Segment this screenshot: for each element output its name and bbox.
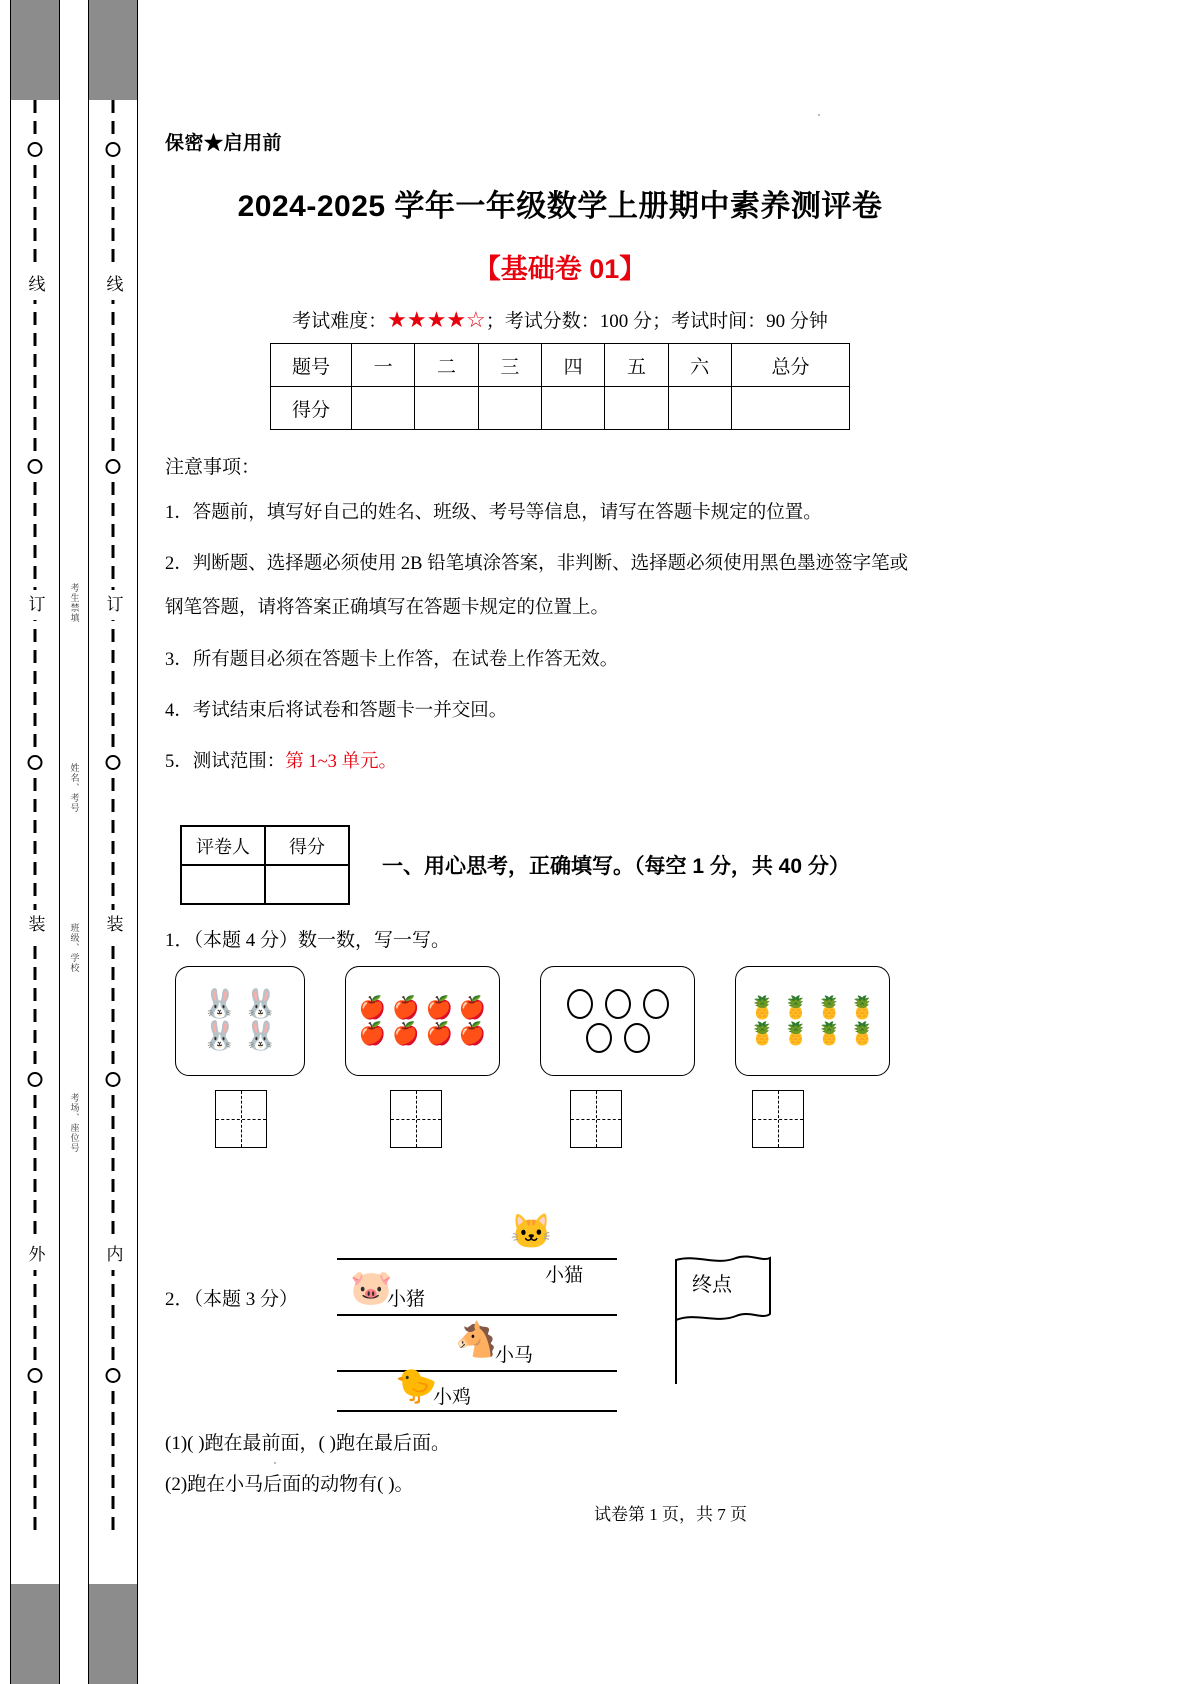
chick-icon: 🐤 — [395, 1368, 438, 1406]
notice-item-5 — [165, 745, 955, 779]
score-label: ；考试分数： — [485, 311, 600, 332]
apple-row-1 — [359, 997, 487, 1019]
circle-icon — [586, 1023, 612, 1053]
margin-label-inner-3: 内 — [100, 1240, 127, 1270]
page-speck — [818, 114, 820, 116]
question-2-sub-1: (1)( )跑在最前面，( )跑在最后面。 — [165, 1433, 450, 1455]
question-2-sub-2: (2)跑在小马后面的动物有( )。 — [165, 1474, 414, 1496]
grader-value[interactable] — [181, 865, 265, 904]
exam-meta-line — [165, 306, 955, 333]
margin-note-2: 班级、学校 — [69, 920, 82, 976]
pineapple-icon: 🍍 — [748, 995, 777, 1021]
score-cell-5[interactable] — [668, 387, 731, 430]
score-table-col-5: 六 — [668, 344, 731, 387]
rabbit-icon: 🐰 — [243, 1021, 278, 1053]
page-speck — [274, 1462, 276, 1464]
circle-icon — [643, 989, 669, 1019]
score-cell-6[interactable] — [731, 387, 849, 430]
finish-flag — [670, 1252, 780, 1392]
racer-horse — [455, 1324, 497, 1358]
racer-cat — [510, 1216, 552, 1250]
grey-band-top-outer — [11, 0, 59, 100]
count-box-circles — [540, 966, 695, 1076]
score-cell-1[interactable] — [415, 387, 478, 430]
pineapple-row-1 — [749, 997, 877, 1019]
racer-chick — [395, 1370, 437, 1404]
score-cell-4[interactable] — [605, 387, 668, 430]
circle-icon — [567, 989, 593, 1019]
answer-grid-box-1[interactable] — [390, 1090, 442, 1148]
cat-icon: 🐱 — [510, 1214, 553, 1252]
score-table-row-label-1: 题号 — [271, 344, 352, 387]
pineapple-icon: 🍍 — [848, 995, 877, 1021]
racer-pig — [350, 1272, 392, 1306]
pineapple-icon: 🍍 — [848, 1021, 877, 1047]
pineapple-row-2 — [749, 1023, 877, 1045]
dashed-fold-line-outer — [34, 100, 37, 1584]
section-one-title: 一、用心思考，正确填写。（每空 1 分，共 40 分） — [382, 855, 850, 879]
grader-label: 评卷人 — [181, 826, 265, 865]
pineapple-icon: 🍍 — [782, 995, 810, 1021]
pineapple-icon: 🍍 — [782, 1021, 810, 1047]
question-1-answer-boxes — [165, 1090, 955, 1148]
margin-note-0: 考生禁填 — [69, 580, 82, 626]
score-table-col-1: 二 — [415, 344, 478, 387]
table-row-values — [271, 387, 850, 430]
apple-icon: 🍎 — [392, 995, 420, 1021]
binding-margin-inner — [88, 0, 138, 1684]
grader-score-value[interactable] — [265, 865, 349, 904]
margin-note-1: 姓名、考号 — [69, 760, 82, 816]
section-one-row — [165, 825, 955, 905]
margin-label-outer-3: 外 — [22, 1240, 49, 1270]
rabbit-icon: 🐰 — [243, 989, 278, 1021]
question-1-picture-groups — [165, 966, 955, 1076]
page-content — [165, 0, 955, 1496]
question-2-diagram — [165, 1174, 955, 1414]
score-value: 100 分 — [599, 311, 653, 332]
race-track-lane-4 — [337, 1410, 617, 1412]
answer-grid-box-2[interactable] — [570, 1090, 622, 1148]
margin-label-outer-0: 线 — [22, 270, 49, 300]
difficulty-label: 考试难度： — [292, 311, 388, 332]
racer-cat-label: 小猫 — [545, 1265, 584, 1287]
score-cell-0[interactable] — [352, 387, 415, 430]
rabbit-icon: 🐰 — [202, 1021, 237, 1053]
grey-band-bottom-outer — [11, 1584, 59, 1684]
finish-flag-label: 终点 — [692, 1274, 732, 1297]
circle-row-2 — [586, 1023, 650, 1053]
race-track-lane-2 — [337, 1314, 617, 1316]
secret-label: 保密★启用前 — [165, 133, 283, 154]
table-row-header — [271, 344, 850, 387]
answer-grid-box-0[interactable] — [215, 1090, 267, 1148]
horse-icon: 🐴 — [455, 1322, 498, 1360]
apple-icon: 🍎 — [425, 1021, 453, 1047]
margin-label-outer-2: 装 — [22, 910, 49, 940]
grader-box — [180, 825, 350, 905]
apple-icon: 🍎 — [358, 1021, 387, 1047]
question-2-text: 2．（本题 3 分） — [165, 1289, 299, 1311]
notice-item-2: 2．判断题、选择题必须使用 2B 铅笔填涂答案，非判断、选择题必须使用黑色墨迹签字笔或 — [165, 554, 909, 575]
notice-item-4: 4．考试结束后将试卷和答题卡一并交回。 — [165, 700, 508, 721]
margin-notes-strip — [62, 0, 88, 1684]
dashed-fold-line-inner — [112, 100, 115, 1584]
count-box-apples — [345, 966, 500, 1076]
score-table-col-0: 一 — [352, 344, 415, 387]
pineapple-icon: 🍍 — [815, 1021, 843, 1047]
apple-icon: 🍎 — [392, 1021, 420, 1047]
notice-item-3: 3．所有题目必须在答题卡上作答，在试卷上作答无效。 — [165, 649, 619, 670]
racer-horse-label: 小马 — [495, 1345, 534, 1367]
racer-pig-label: 小猪 — [387, 1289, 426, 1311]
margin-note-3: 考场、座位号 — [69, 1090, 82, 1156]
grader-header-row — [181, 826, 349, 865]
answer-grid-box-3[interactable] — [752, 1090, 804, 1148]
grey-band-bottom-inner — [89, 1584, 137, 1684]
paper-subtitle: 【基础卷 01】 — [473, 254, 647, 284]
page-footer-text: 试卷第 1 页，共 7 页 — [594, 1505, 747, 1524]
grey-band-top-inner — [89, 0, 137, 100]
race-track-lane-3 — [337, 1370, 617, 1372]
difficulty-stars: ★★★★☆ — [387, 307, 486, 332]
notice-heading: 注意事项： — [165, 457, 261, 478]
circle-icon — [624, 1023, 650, 1053]
question-1-text: 1．（本题 4 分）数一数，写一写。 — [165, 930, 451, 952]
rabbit-row-1 — [202, 991, 278, 1019]
margin-label-inner-2: 装 — [100, 910, 127, 940]
apple-row-2 — [359, 1023, 487, 1045]
page-title: 2024-2025 学年一年级数学上册期中素养测评卷 — [237, 190, 883, 223]
apple-icon: 🍎 — [458, 995, 487, 1021]
notice-item-5-range: 第 1~3 单元。 — [285, 752, 398, 773]
count-box-pineapples — [735, 966, 890, 1076]
pineapple-icon: 🍍 — [815, 995, 843, 1021]
racer-chick-label: 小鸡 — [433, 1387, 472, 1409]
score-cell-3[interactable] — [541, 387, 604, 430]
count-box-rabbits — [175, 966, 305, 1076]
circle-icon — [605, 989, 631, 1019]
pineapple-icon: 🍍 — [748, 1021, 777, 1047]
score-table-col-4: 五 — [605, 344, 668, 387]
apple-icon: 🍎 — [425, 995, 453, 1021]
notice-item-2-cont: 钢笔答题，请将答案正确填写在答题卡规定的位置上。 — [165, 598, 610, 619]
binding-margin-outer — [10, 0, 60, 1684]
score-table-col-2: 三 — [478, 344, 541, 387]
margin-label-inner-1: 订 — [100, 590, 127, 620]
grader-value-row — [181, 865, 349, 904]
notice-item-5-prefix: 5．测试范围： — [165, 752, 286, 773]
score-table-col-6: 总分 — [731, 344, 849, 387]
score-summary-table — [270, 343, 850, 430]
rabbit-icon: 🐰 — [202, 989, 237, 1021]
score-cell-2[interactable] — [478, 387, 541, 430]
score-table-row-label-2: 得分 — [271, 387, 352, 430]
time-label: ；考试时间： — [652, 311, 767, 332]
rabbit-row-2 — [202, 1023, 278, 1051]
page-footer — [0, 1500, 1191, 1525]
margin-label-outer-1: 订 — [22, 590, 49, 620]
apple-icon: 🍎 — [458, 1021, 487, 1047]
pig-icon: 🐷 — [350, 1270, 393, 1308]
notice-item-1: 1．答题前，填写好自己的姓名、班级、考号等信息，请写在答题卡规定的位置。 — [165, 503, 822, 523]
time-value: 90 分钟 — [766, 311, 828, 332]
score-table-col-3: 四 — [541, 344, 604, 387]
grader-score-label: 得分 — [265, 826, 349, 865]
apple-icon: 🍎 — [358, 995, 387, 1021]
margin-label-inner-0: 线 — [100, 270, 127, 300]
circle-row-1 — [567, 989, 669, 1019]
